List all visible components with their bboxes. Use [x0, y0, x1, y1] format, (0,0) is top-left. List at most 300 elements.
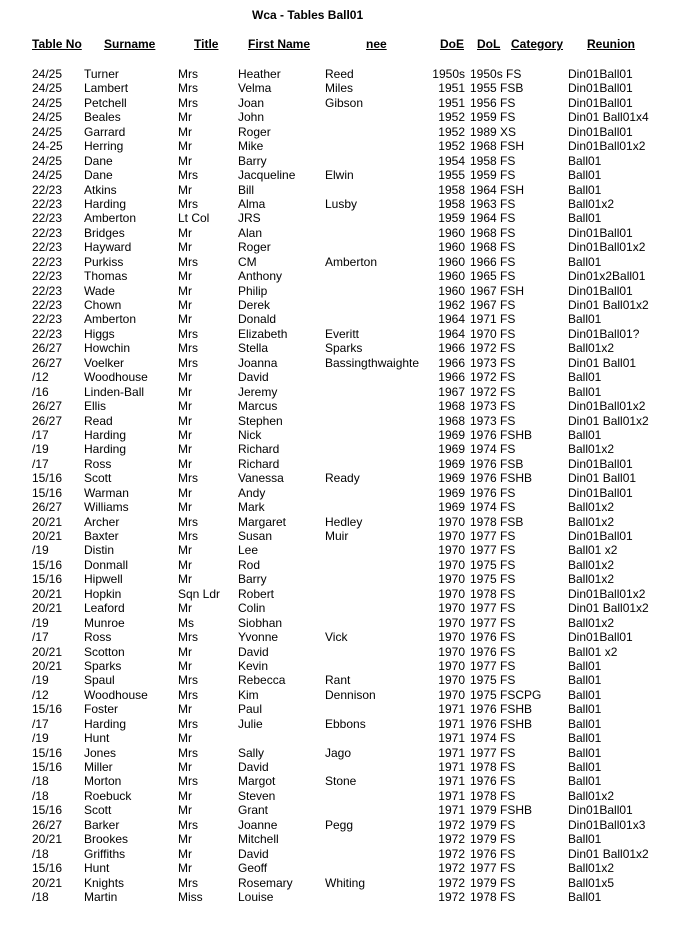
- page-title: Wca - Tables Ball01: [252, 8, 364, 22]
- cell-surname: Morton: [84, 774, 122, 789]
- cell-first-name: Richard: [238, 442, 280, 457]
- cell-title: Mr: [178, 413, 192, 428]
- cell-nee: Miles: [325, 81, 354, 96]
- cell-first-name: David: [238, 644, 269, 659]
- table-row: [0, 659, 684, 673]
- cell-reunion: Din01 Ball01: [568, 355, 637, 370]
- cell-table-no: 26/27: [32, 500, 63, 515]
- cell-title: Mr: [178, 644, 192, 659]
- cell-surname: Read: [84, 413, 113, 428]
- table-row: [0, 110, 684, 124]
- cell-title: Mr: [178, 298, 192, 312]
- cell-doe: 1958: [438, 196, 465, 211]
- table-row: [0, 356, 684, 370]
- cell-surname: Purkiss: [84, 254, 124, 269]
- cell-title: Mr: [178, 803, 192, 818]
- cell-first-name: Vanessa: [238, 471, 284, 486]
- cell-doe: 1971: [438, 716, 465, 731]
- table-row: [0, 211, 684, 225]
- table-row: [0, 428, 684, 442]
- cell-doe: 1970: [438, 673, 465, 688]
- cell-table-no: 26/27: [32, 817, 63, 832]
- table-row: [0, 442, 684, 456]
- cell-reunion: Din01Ball01: [568, 81, 633, 96]
- cell-dol-category: 1972 FS: [470, 341, 516, 356]
- cell-first-name: Richard: [238, 456, 280, 471]
- cell-table-no: 24/25: [32, 168, 63, 183]
- cell-reunion: Ball01x2: [568, 514, 615, 529]
- cell-table-no: /16: [32, 384, 49, 399]
- cell-dol-category: 1977 FS: [470, 543, 516, 558]
- cell-surname: Ellis: [84, 399, 107, 414]
- cell-dol-category: 1956 FS: [470, 95, 516, 110]
- cell-title: Mrs: [178, 355, 198, 370]
- cell-title: Mrs: [178, 875, 198, 890]
- cell-doe: 1964: [438, 312, 465, 327]
- cell-nee: Elwin: [325, 168, 354, 183]
- cell-dol-category: 1989 XS: [470, 124, 517, 139]
- cell-nee: Muir: [325, 529, 349, 543]
- cell-dol-category: 1975 FS: [470, 572, 516, 587]
- cell-dol-category: 1978 FS: [470, 760, 516, 774]
- cell-dol-category: 1950s FS: [470, 67, 522, 81]
- cell-title: Mrs: [178, 745, 198, 760]
- cell-table-no: 26/27: [32, 355, 63, 370]
- cell-surname: Voelker: [84, 355, 125, 370]
- cell-reunion: Ball01: [568, 745, 602, 760]
- cell-reunion: Din01Ball01: [568, 124, 633, 139]
- cell-doe: 1952: [438, 124, 465, 139]
- cell-title: Lt Col: [178, 211, 210, 226]
- cell-table-no: 26/27: [32, 399, 63, 414]
- cell-nee: Lusby: [325, 196, 358, 211]
- cell-doe: 1971: [438, 803, 465, 818]
- cell-surname: Petchell: [84, 95, 127, 110]
- cell-reunion: Din01Ball01: [568, 283, 633, 298]
- cell-surname: Martin: [84, 889, 118, 904]
- cell-doe: 1970: [438, 557, 465, 572]
- cell-first-name: Paul: [238, 702, 263, 717]
- cell-dol-category: 1976 FSHB: [470, 471, 533, 486]
- cell-title: Mr: [178, 832, 192, 847]
- table-row: [0, 154, 684, 168]
- cell-table-no: 20/21: [32, 601, 63, 616]
- cell-doe: 1960: [438, 240, 465, 255]
- table-row: [0, 789, 684, 803]
- table-row: [0, 327, 684, 341]
- cell-doe: 1967: [438, 384, 465, 399]
- cell-dol-category: 1958 FS: [470, 153, 516, 168]
- cell-nee: Everitt: [325, 326, 360, 341]
- cell-table-no: /18: [32, 788, 49, 803]
- cell-dol-category: 1955 FSB: [470, 81, 524, 96]
- cell-dol-category: 1970 FS: [470, 326, 516, 341]
- cell-reunion: Ball01: [568, 832, 602, 847]
- table-row: [0, 774, 684, 788]
- cell-reunion: Din01Ball01x3: [568, 817, 646, 832]
- table-row: [0, 341, 684, 355]
- cell-reunion: Din01Ball01x2: [568, 586, 646, 601]
- table-row: [0, 717, 684, 731]
- cell-reunion: Ball01x2: [568, 442, 615, 457]
- cell-title: Miss: [178, 889, 203, 904]
- cell-surname: Turner: [84, 67, 119, 81]
- cell-doe: 1958: [438, 182, 465, 197]
- cell-surname: Williams: [84, 500, 129, 515]
- cell-surname: Archer: [84, 514, 120, 529]
- cell-surname: Herring: [84, 139, 124, 154]
- cell-surname: Bridges: [84, 225, 125, 240]
- cell-doe: 1970: [438, 572, 465, 587]
- cell-dol-category: 1968 FS: [470, 240, 516, 255]
- cell-first-name: Rod: [238, 557, 261, 572]
- cell-reunion: Din01 Ball01: [568, 471, 637, 486]
- cell-surname: Lambert: [84, 81, 129, 96]
- cell-first-name: Mark: [238, 500, 265, 515]
- data-table: [0, 67, 684, 904]
- cell-dol-category: 1977 FS: [470, 601, 516, 616]
- cell-table-no: 24/25: [32, 153, 63, 168]
- cell-first-name: Joanne: [238, 817, 278, 832]
- cell-nee: Amberton: [325, 254, 378, 269]
- table-row: [0, 168, 684, 182]
- cell-dol-category: 1978 FSB: [470, 514, 524, 529]
- table-row: [0, 370, 684, 384]
- cell-table-no: 26/27: [32, 413, 63, 428]
- cell-table-no: 20/21: [32, 875, 63, 890]
- cell-dol-category: 1972 FS: [470, 370, 516, 385]
- cell-reunion: Ball01: [568, 427, 602, 442]
- table-row: [0, 471, 684, 485]
- cell-nee: Vick: [325, 630, 348, 645]
- cell-title: Mr: [178, 240, 192, 255]
- cell-doe: 1951: [438, 95, 465, 110]
- cell-reunion: Ball01: [568, 687, 602, 702]
- cell-reunion: Ball01x2: [568, 557, 615, 572]
- cell-nee: Stone: [325, 774, 357, 789]
- cell-nee: Pegg: [325, 817, 354, 832]
- cell-first-name: Stella: [238, 341, 269, 356]
- table-row: [0, 385, 684, 399]
- cell-title: Mr: [178, 658, 192, 673]
- cell-title: Mr: [178, 384, 192, 399]
- cell-table-no: 22/23: [32, 326, 63, 341]
- cell-reunion: Din01Ball01x2: [568, 399, 646, 414]
- cell-surname: Hayward: [84, 240, 132, 255]
- cell-doe: 1966: [438, 370, 465, 385]
- cell-doe: 1969: [438, 427, 465, 442]
- cell-reunion: Din01Ball01: [568, 95, 633, 110]
- table-row: [0, 543, 684, 557]
- table-row: [0, 818, 684, 832]
- cell-reunion: Din01Ball01: [568, 529, 633, 543]
- cell-nee: Reed: [325, 67, 354, 81]
- cell-nee: Gibson: [325, 95, 364, 110]
- cell-first-name: Andy: [238, 485, 266, 500]
- cell-title: Mr: [178, 399, 192, 414]
- cell-reunion: Din01Ball01: [568, 67, 633, 81]
- table-row: [0, 486, 684, 500]
- cell-surname: Foster: [84, 702, 119, 717]
- cell-title: Mr: [178, 456, 192, 471]
- cell-table-no: 24/25: [32, 110, 63, 125]
- cell-surname: Linden-Ball: [84, 384, 145, 399]
- cell-first-name: Jeremy: [238, 384, 278, 399]
- cell-reunion: Ball01x2: [568, 572, 615, 587]
- cell-surname: Harding: [84, 442, 127, 457]
- cell-title: Mr: [178, 110, 192, 125]
- cell-first-name: Kim: [238, 687, 259, 702]
- cell-dol-category: 1977 FS: [470, 529, 516, 543]
- table-row: [0, 702, 684, 716]
- cell-first-name: Elizabeth: [238, 326, 288, 341]
- cell-dol-category: 1974 FS: [470, 500, 516, 515]
- cell-reunion: Ball01x5: [568, 875, 615, 890]
- table-row: [0, 601, 684, 615]
- cell-table-no: 15/16: [32, 745, 63, 760]
- cell-doe: 1968: [438, 399, 465, 414]
- cell-first-name: Alan: [238, 225, 263, 240]
- table-row: [0, 197, 684, 211]
- table-row: [0, 587, 684, 601]
- cell-doe: 1972: [438, 875, 465, 890]
- cell-doe: 1968: [438, 413, 465, 428]
- cell-first-name: David: [238, 760, 269, 774]
- cell-reunion: Din01Ball01: [568, 225, 633, 240]
- cell-doe: 1950s: [432, 67, 465, 81]
- cell-dol-category: 1974 FS: [470, 442, 516, 457]
- cell-title: Mr: [178, 269, 192, 284]
- cell-surname: Leaford: [84, 601, 125, 616]
- cell-surname: Amberton: [84, 312, 137, 327]
- cell-first-name: Colin: [238, 601, 266, 616]
- cell-table-no: 24/25: [32, 67, 63, 81]
- cell-title: Mrs: [178, 716, 198, 731]
- cell-doe: 1970: [438, 514, 465, 529]
- cell-first-name: Alma: [238, 196, 266, 211]
- cell-reunion: Ball01x2: [568, 861, 615, 876]
- cell-title: Mrs: [178, 326, 198, 341]
- cell-first-name: CM: [238, 254, 257, 269]
- cell-reunion: Ball01x2: [568, 196, 615, 211]
- cell-first-name: Kevin: [238, 658, 269, 673]
- cell-title: Mr: [178, 557, 192, 572]
- cell-table-no: 22/23: [32, 225, 63, 240]
- cell-doe: 1970: [438, 543, 465, 558]
- cell-title: Mr: [178, 572, 192, 587]
- cell-table-no: 15/16: [32, 861, 63, 876]
- table-row: [0, 673, 684, 687]
- cell-first-name: Rosemary: [238, 875, 293, 890]
- cell-table-no: 20/21: [32, 644, 63, 659]
- cell-reunion: Ball01: [568, 716, 602, 731]
- cell-surname: Hipwell: [84, 572, 123, 587]
- cell-nee: Whiting: [325, 875, 366, 890]
- cell-reunion: Ball01x2: [568, 341, 615, 356]
- cell-dol-category: 1979 FS: [470, 875, 516, 890]
- cell-surname: Woodhouse: [84, 370, 148, 385]
- cell-title: Mr: [178, 861, 192, 876]
- cell-title: Mr: [178, 182, 192, 197]
- table-row: [0, 746, 684, 760]
- cell-surname: Miller: [84, 760, 113, 774]
- table-row: [0, 125, 684, 139]
- cell-dol-category: 1976 FS: [470, 774, 516, 789]
- cell-title: Mrs: [178, 254, 198, 269]
- cell-surname: Scott: [84, 803, 112, 818]
- cell-table-no: 15/16: [32, 760, 63, 774]
- cell-dol-category: 1978 FS: [470, 586, 516, 601]
- cell-title: Mrs: [178, 196, 198, 211]
- cell-dol-category: 1966 FS: [470, 254, 516, 269]
- cell-doe: 1972: [438, 861, 465, 876]
- header-reunion: Reunion: [587, 37, 635, 51]
- cell-doe: 1969: [438, 442, 465, 457]
- cell-surname: Dane: [84, 153, 113, 168]
- cell-first-name: Barry: [238, 153, 267, 168]
- table-row: [0, 760, 684, 774]
- cell-first-name: Joan: [238, 95, 265, 110]
- cell-surname: Baxter: [84, 529, 119, 543]
- cell-first-name: Sally: [238, 745, 265, 760]
- cell-title: Mrs: [178, 67, 198, 81]
- cell-reunion: Din01Ball01: [568, 485, 633, 500]
- cell-surname: Howchin: [84, 341, 131, 356]
- cell-surname: Scotton: [84, 644, 125, 659]
- table-row: [0, 399, 684, 413]
- cell-first-name: John: [238, 110, 265, 125]
- cell-surname: Distin: [84, 543, 115, 558]
- cell-table-no: 22/23: [32, 211, 63, 226]
- cell-dol-category: 1976 FS: [470, 485, 516, 500]
- cell-surname: Donmall: [84, 557, 129, 572]
- cell-title: Mr: [178, 500, 192, 515]
- table-row: [0, 876, 684, 890]
- cell-surname: Harding: [84, 716, 127, 731]
- cell-reunion: Ball01: [568, 254, 602, 269]
- cell-reunion: Ball01: [568, 370, 602, 385]
- table-row: [0, 183, 684, 197]
- cell-doe: 1972: [438, 889, 465, 904]
- table-row: [0, 96, 684, 110]
- header-doe: DoE: [440, 37, 464, 51]
- cell-first-name: Velma: [238, 81, 272, 96]
- cell-table-no: 20/21: [32, 514, 63, 529]
- cell-title: Mr: [178, 153, 192, 168]
- cell-surname: Higgs: [84, 326, 115, 341]
- cell-reunion: Ball01x2: [568, 500, 615, 515]
- table-row: [0, 731, 684, 745]
- header-dol: DoL: [477, 37, 501, 51]
- header-category: Category: [511, 37, 564, 51]
- cell-title: Mr: [178, 370, 192, 385]
- table-row: [0, 81, 684, 95]
- cell-first-name: Margot: [238, 774, 276, 789]
- cell-reunion: Ball01: [568, 168, 602, 183]
- cell-table-no: 22/23: [32, 240, 63, 255]
- cell-nee: Sparks: [325, 341, 363, 356]
- cell-dol-category: 1976 FS: [470, 846, 516, 861]
- cell-dol-category: 1976 FSHB: [470, 716, 533, 731]
- cell-surname: Thomas: [84, 269, 128, 284]
- cell-first-name: JRS: [238, 211, 261, 226]
- cell-dol-category: 1976 FS: [470, 630, 516, 645]
- cell-doe: 1960: [438, 283, 465, 298]
- cell-dol-category: 1968 FSH: [470, 139, 525, 154]
- cell-reunion: Din01 Ball01x2: [568, 846, 649, 861]
- cell-first-name: Grant: [238, 803, 269, 818]
- cell-doe: 1970: [438, 529, 465, 543]
- cell-surname: Wade: [84, 283, 115, 298]
- cell-dol-category: 1965 FS: [470, 269, 516, 284]
- cell-surname: Beales: [84, 110, 121, 125]
- table-row: [0, 255, 684, 269]
- cell-surname: Woodhouse: [84, 687, 148, 702]
- cell-dol-category: 1959 FS: [470, 168, 516, 183]
- cell-table-no: 22/23: [32, 312, 63, 327]
- cell-table-no: 22/23: [32, 283, 63, 298]
- cell-dol-category: 1971 FS: [470, 312, 516, 327]
- cell-reunion: Ball01: [568, 774, 602, 789]
- cell-title: Mr: [178, 543, 192, 558]
- table-row: [0, 284, 684, 298]
- cell-table-no: /12: [32, 687, 49, 702]
- cell-dol-category: 1977 FS: [470, 745, 516, 760]
- cell-dol-category: 1973 FS: [470, 399, 516, 414]
- cell-doe: 1970: [438, 630, 465, 645]
- cell-first-name: Nick: [238, 427, 262, 442]
- table-row: [0, 572, 684, 586]
- table-row: [0, 500, 684, 514]
- cell-first-name: Lee: [238, 543, 259, 558]
- cell-first-name: Susan: [238, 529, 273, 543]
- cell-reunion: Ball01 x2: [568, 543, 618, 558]
- cell-nee: Ebbons: [325, 716, 366, 731]
- cell-doe: 1969: [438, 485, 465, 500]
- table-row: [0, 688, 684, 702]
- cell-table-no: 22/23: [32, 269, 63, 284]
- cell-dol-category: 1977 FS: [470, 658, 516, 673]
- cell-title: Mr: [178, 139, 192, 154]
- cell-table-no: 24/25: [32, 95, 63, 110]
- cell-table-no: /19: [32, 615, 49, 630]
- cell-dol-category: 1964 FSH: [470, 182, 525, 197]
- cell-surname: Roebuck: [84, 788, 132, 803]
- cell-surname: Hunt: [84, 861, 110, 876]
- cell-first-name: Stephen: [238, 413, 283, 428]
- cell-doe: 1952: [438, 139, 465, 154]
- cell-dol-category: 1973 FS: [470, 355, 516, 370]
- table-row: [0, 139, 684, 153]
- cell-dol-category: 1963 FS: [470, 196, 516, 211]
- cell-surname: Spaul: [84, 673, 115, 688]
- table-row: [0, 515, 684, 529]
- cell-surname: Griffiths: [84, 846, 126, 861]
- cell-table-no: 24-25: [32, 139, 63, 154]
- table-row: [0, 832, 684, 846]
- cell-dol-category: 1976 FSHB: [470, 427, 533, 442]
- cell-reunion: Ball01: [568, 889, 602, 904]
- cell-reunion: Din01 Ball01x2: [568, 298, 649, 312]
- cell-reunion: Din01Ball01: [568, 630, 633, 645]
- cell-reunion: Din01 Ball01x2: [568, 413, 649, 428]
- cell-doe: 1960: [438, 269, 465, 284]
- cell-doe: 1972: [438, 846, 465, 861]
- cell-surname: Brookes: [84, 832, 129, 847]
- cell-title: Mr: [178, 788, 192, 803]
- cell-dol-category: 1973 FS: [470, 413, 516, 428]
- cell-first-name: Marcus: [238, 399, 278, 414]
